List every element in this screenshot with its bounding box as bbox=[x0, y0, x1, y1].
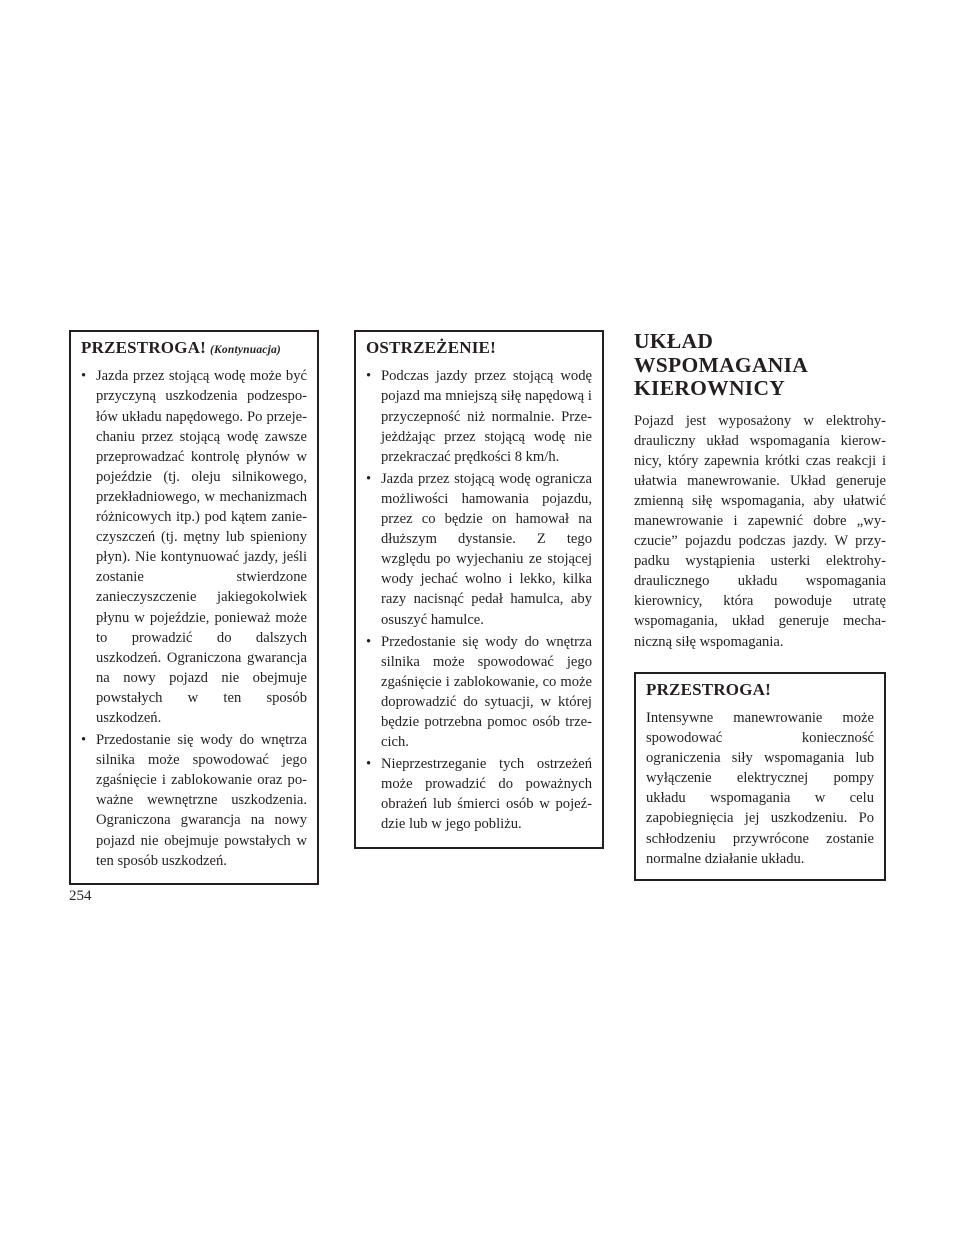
section-title bbox=[634, 330, 886, 401]
bullet-text: Jazda przez stojącą wodę może być przyczyną uszkodzenia podzespołów układu napędowego. Po przejechaniu przez stojącą wodę zawsze przeprowadzać kontrolę płynów w pojeździe (tj. oleju silnikowego, przekładniowego, w mechanizmach różnicowych itp.) pod kątem zanieczyszczeń (tj. mętny lub spieniony płyn). Nie kontynuować jazdy, jeśli zostanie stwierdzone zanieczyszczenie jakiegokolwiek płynu w pojeździe, ponieważ może to prowadzić do dalszych uszkodzeń. Ograniczona gwarancja na nowy pojazd nie obejmuje powstałych w ten sposób uszkodzeń. bbox=[96, 368, 307, 726]
warning-box-title: OSTRZEŻENIE! bbox=[366, 338, 496, 357]
bullet-icon: • bbox=[366, 756, 372, 773]
bullet-icon: • bbox=[366, 633, 372, 650]
list-item bbox=[81, 730, 307, 871]
page-number: 254 bbox=[69, 888, 92, 904]
list-item bbox=[366, 469, 592, 630]
bullet-icon: • bbox=[366, 368, 372, 385]
middle-column bbox=[354, 330, 604, 849]
section-title-line: KIEROWNICY bbox=[634, 376, 786, 400]
bullet-icon: • bbox=[366, 470, 372, 487]
bullet-text: Podczas jazdy przez stojącą wodę pojazd ma mniejszą siłę napędową i przyczepność niż normalnie. Przejeżdżając przez stojącą wodę nie przekraczać prędkości 8 km/h. bbox=[381, 368, 592, 465]
left-column bbox=[69, 330, 319, 885]
bullet-text: Jazda przez stojącą wodę ogranicza możliwości hamowania pojazdu, przez co będzie on hamował na dłuższym dystansie. Z tego względu po wyjechaniu ze stojącej wody jechać wolno i lekko, kilka razy nacisnąć pedał hamulca, aby osuszyć hamulce. bbox=[381, 470, 592, 628]
bullet-text: Przedostanie się wody do wnętrza silnika może spowodować jego zgaśnięcie i zablokowanie oraz poważne wewnętrzne uszkodzenia. Ograniczona gwarancja na nowy pojazd nie obejmuje powstałych w ten sposób uszkodzeń. bbox=[96, 732, 307, 869]
bullet-text: Przedostanie się wody do wnętrza silnika może spowodować jego zgaśnięcie i zablokowanie, co może doprowadzić do sytuacji, w której będzie potrzebna pomoc osób trzecich. bbox=[381, 633, 592, 751]
caution-title-text: PRZESTROGA! bbox=[81, 338, 206, 357]
bullet-text: Nieprzestrzeganie tych ostrzeżeń może prowadzić do poważnych obrażeń lub śmierci osób w pojeździe lub w jego pobliżu. bbox=[381, 756, 592, 833]
caution-box bbox=[634, 672, 886, 881]
list-item bbox=[366, 366, 592, 466]
bullet-icon: • bbox=[81, 732, 87, 749]
caution-box-title bbox=[81, 338, 307, 358]
section-title-line: WSPOMAGANIA bbox=[634, 352, 809, 377]
warning-bullet-list bbox=[366, 366, 592, 834]
bullet-icon: • bbox=[81, 368, 87, 385]
list-item bbox=[366, 632, 592, 753]
list-item bbox=[81, 366, 307, 728]
section-body: Pojazd jest wyposażony w elektrohydrauliczny układ wspomagania kierownicy, który zapewnia krótki czas reakcji i ułatwia manewrowanie. Układ generuje zmienną siłę wspomagania, aby ułatwić manewrowanie i zapewnić dobre „wyczucie” pojazdu podczas jazdy. W przypadku wystąpienia usterki elektrohydraulicznego układu wspomagania kierownicy, która powoduje utratę wspomagania, układ generuje mechaniczną siłę wspomagania. bbox=[634, 412, 886, 650]
caution-box-continued bbox=[69, 330, 319, 885]
continued-label: (Kontynuacja) bbox=[210, 344, 281, 356]
right-column bbox=[634, 330, 886, 881]
caution-box-title: PRZESTROGA! bbox=[646, 679, 771, 699]
list-item bbox=[366, 754, 592, 834]
section-title-line: UKŁAD bbox=[634, 329, 714, 353]
caution-bullet-list bbox=[81, 366, 307, 870]
warning-box bbox=[354, 330, 604, 849]
caution-box-text: Intensywne manewrowanie może spowodować konieczność ograniczenia siły wspomagania lub wyłączenie elektrycznej pompy układu wspomagania w celu zapobiegnięcia jej uszkodzeniu. Po schłodzeniu przywrócone zostanie normalne działanie układu. bbox=[646, 710, 874, 867]
